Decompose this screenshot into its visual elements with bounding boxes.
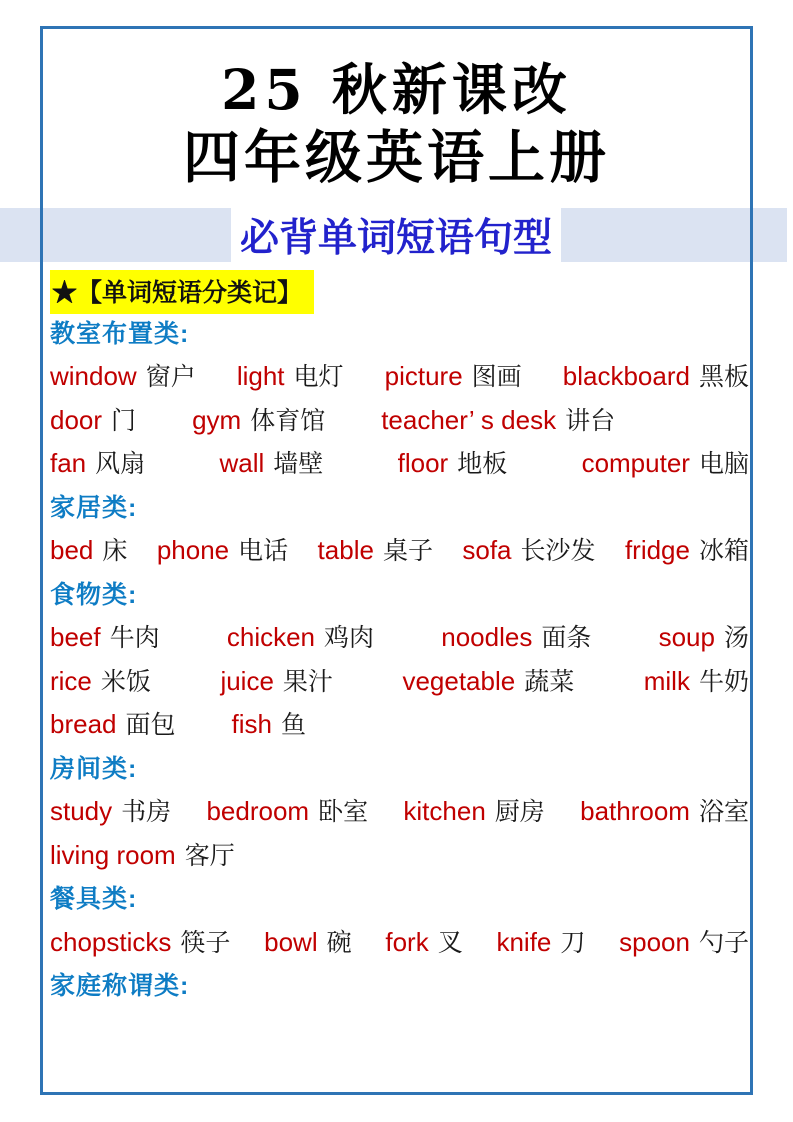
english-word: picture (384, 361, 463, 392)
chinese-meaning: 面条 (541, 624, 592, 653)
english-word: milk (643, 665, 690, 696)
chinese-meaning: 窗户 (145, 363, 196, 392)
category-label: 房间类: (50, 754, 138, 783)
english-word: soup (658, 622, 715, 653)
category-label: 教室布置类: (50, 319, 190, 348)
english-word: fork (385, 926, 429, 957)
chinese-meaning: 墙壁 (273, 450, 324, 479)
english-word: kitchen (403, 796, 486, 827)
title-line-1: 25 秋新课改 (221, 57, 572, 122)
english-word: blackboard (562, 361, 690, 392)
word-row (50, 832, 749, 876)
word-entry (227, 618, 374, 654)
chinese-meaning: 叉 (437, 928, 463, 957)
english-word: spoon (619, 926, 690, 957)
word-entry (237, 357, 344, 393)
word-entry (220, 444, 324, 480)
chinese-meaning: 蔬菜 (524, 667, 575, 696)
english-word: chicken (226, 622, 316, 653)
chinese-meaning: 图画 (471, 363, 522, 392)
word-row (50, 702, 749, 746)
english-word: bedroom (206, 796, 310, 827)
chinese-meaning: 地板 (457, 450, 508, 479)
category-label: 家庭称谓类: (50, 972, 190, 1001)
english-word: fan (50, 448, 87, 479)
word-entry (50, 662, 151, 698)
english-word: study (50, 796, 113, 827)
chinese-meaning: 黑板 (698, 363, 749, 392)
word-row (50, 789, 749, 833)
word-row (50, 658, 749, 702)
category-label: 餐具类: (50, 885, 138, 914)
english-word: window (50, 361, 137, 392)
word-entry (385, 357, 522, 393)
english-word: rice (50, 665, 92, 696)
chinese-meaning: 电灯 (293, 363, 344, 392)
word-row (50, 919, 749, 963)
word-entry (50, 923, 230, 959)
subtitle-box (231, 204, 561, 266)
english-word: computer (581, 448, 690, 479)
word-entry (402, 662, 574, 698)
english-word: juice (220, 665, 274, 696)
chinese-meaning: 勺子 (698, 928, 749, 957)
english-word: bathroom (580, 796, 690, 827)
chinese-meaning: 碗 (326, 928, 352, 957)
english-word: beef (50, 622, 101, 653)
word-entry (206, 792, 368, 828)
chinese-meaning: 牛奶 (698, 667, 749, 696)
word-entry (563, 357, 749, 393)
word-entry (220, 662, 333, 698)
chinese-meaning: 米饭 (100, 667, 151, 696)
word-entry (385, 923, 462, 959)
english-word: living room (50, 839, 176, 870)
english-word: door (50, 404, 103, 435)
word-row (50, 397, 749, 441)
word-entry (50, 531, 127, 567)
vocabulary-area (0, 262, 793, 1006)
english-word: noodles (441, 622, 533, 653)
chinese-meaning: 电话 (238, 537, 289, 566)
page-title (0, 0, 793, 192)
chinese-meaning: 卧室 (318, 798, 369, 827)
chinese-meaning: 汤 (723, 624, 749, 653)
chinese-meaning: 冰箱 (698, 537, 749, 566)
word-entry (496, 923, 585, 959)
chinese-meaning: 面包 (125, 711, 176, 740)
word-entry (264, 923, 352, 959)
english-word: bowl (264, 926, 318, 957)
chinese-meaning: 长沙发 (520, 537, 596, 566)
section-heading: ★【单词短语分类记】 (50, 270, 314, 314)
word-entry (398, 444, 508, 480)
word-entry (50, 618, 160, 654)
english-word: vegetable (402, 665, 516, 696)
english-word: bed (50, 535, 94, 566)
english-word: fridge (624, 535, 690, 566)
english-word: floor (397, 448, 449, 479)
word-entry (192, 401, 325, 437)
chinese-meaning: 床 (102, 537, 128, 566)
word-entry (50, 836, 235, 872)
category-label: 家居类: (50, 493, 138, 522)
subtitle-text: 必背单词短语句型 (239, 215, 552, 261)
english-word: wall (219, 448, 265, 479)
word-entry (381, 401, 615, 437)
word-entry (462, 531, 595, 567)
word-entry (625, 531, 749, 567)
section-heading-line (50, 270, 749, 310)
english-word: fish (231, 709, 272, 740)
english-word: bread (50, 709, 117, 740)
chinese-meaning: 鸡肉 (324, 624, 375, 653)
english-word: teacher’ s desk (381, 404, 557, 435)
english-word: knife (496, 926, 552, 957)
word-entry (50, 705, 176, 741)
word-entry (50, 792, 171, 828)
word-entry (232, 705, 306, 741)
word-entry (619, 923, 749, 959)
word-entry (644, 662, 749, 698)
word-row (50, 441, 749, 485)
chinese-meaning: 牛肉 (109, 624, 160, 653)
word-entry (403, 792, 544, 828)
english-word: table (317, 535, 374, 566)
subtitle-banner (0, 208, 787, 262)
english-word: phone (156, 535, 230, 566)
word-entry (580, 792, 749, 828)
chinese-meaning: 书房 (121, 798, 172, 827)
word-row (50, 528, 749, 572)
chinese-meaning: 门 (111, 406, 137, 435)
title-line-2: 四年级英语上册 (183, 124, 610, 191)
category-label: 食物类: (50, 580, 138, 609)
word-entry (157, 531, 288, 567)
vocab-list (50, 310, 749, 1006)
chinese-meaning: 客厅 (184, 841, 235, 870)
chinese-meaning: 风扇 (95, 450, 146, 479)
chinese-meaning: 鱼 (280, 711, 306, 740)
word-row (50, 354, 749, 398)
english-word: gym (192, 404, 242, 435)
word-entry (318, 531, 433, 567)
word-entry (50, 444, 145, 480)
chinese-meaning: 果汁 (282, 667, 333, 696)
word-entry (659, 618, 749, 654)
chinese-meaning: 电脑 (698, 450, 749, 479)
word-entry (441, 618, 591, 654)
word-row (50, 615, 749, 659)
chinese-meaning: 厨房 (494, 798, 545, 827)
english-word: sofa (462, 535, 512, 566)
english-word: light (236, 361, 285, 392)
chinese-meaning: 体育馆 (250, 406, 326, 435)
chinese-meaning: 浴室 (698, 798, 749, 827)
chinese-meaning: 讲台 (565, 406, 616, 435)
word-entry (50, 401, 136, 437)
word-entry (50, 357, 196, 393)
chinese-meaning: 桌子 (382, 537, 433, 566)
word-entry (582, 444, 749, 480)
chinese-meaning: 刀 (560, 928, 586, 957)
english-word: chopsticks (50, 926, 172, 957)
chinese-meaning: 筷子 (180, 928, 231, 957)
